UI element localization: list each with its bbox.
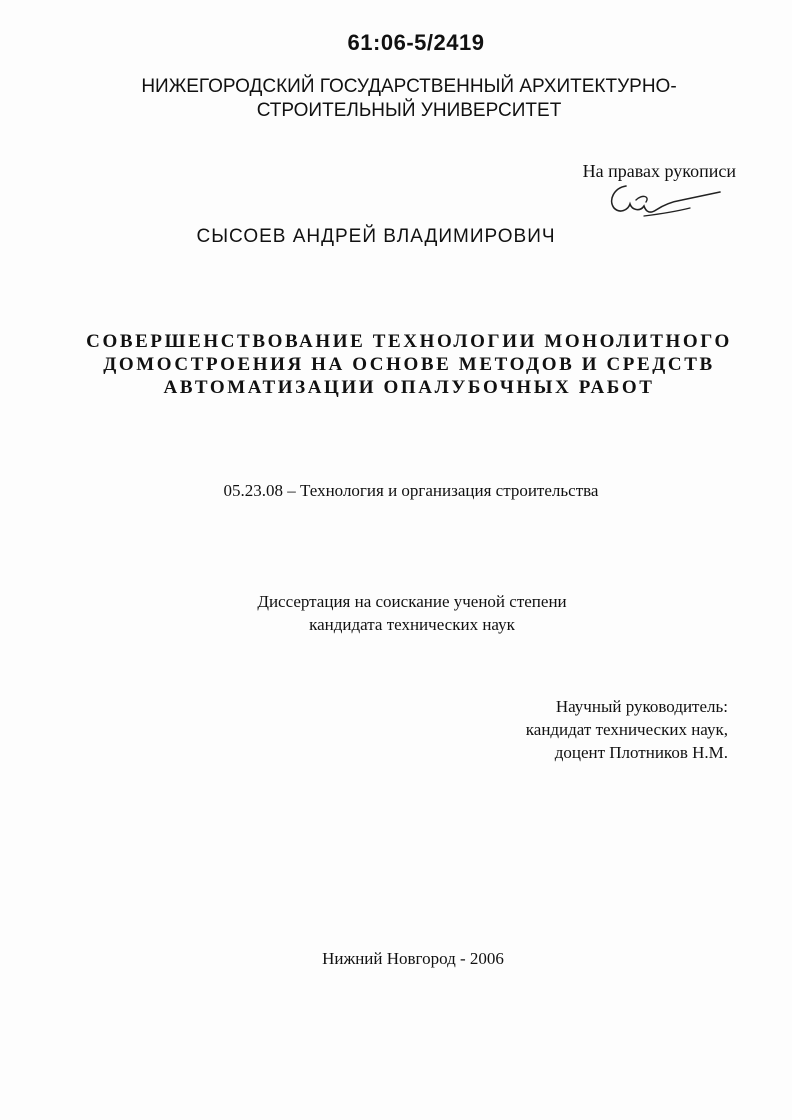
university-name	[0, 75, 792, 123]
signature-icon	[600, 180, 724, 228]
title-line-3: АВТОМАТИЗАЦИИ ОПАЛУБОЧНЫХ РАБОТ	[163, 377, 655, 398]
title-line-2: ДОМОСТРОЕНИЯ НА ОСНОВЕ МЕТОДОВ И СРЕДСТВ	[103, 354, 715, 375]
place-and-year: Нижний Новгород - 2006	[322, 949, 504, 968]
university-line-1: НИЖЕГОРОДСКИЙ ГОСУДАРСТВЕННЫЙ АРХИТЕКТУРНО-	[141, 76, 677, 97]
specialty-code: 05.23.08 – Технология и организация строительства	[223, 481, 599, 500]
title-line-1: СОВЕРШЕНСТВОВАНИЕ ТЕХНОЛОГИИ МОНОЛИТНОГО	[86, 331, 732, 352]
dissertation-title	[0, 330, 792, 399]
degree-line-1: Диссертация на соискание ученой степени	[257, 592, 567, 611]
author-name: СЫСОЕВ АНДРЕЙ ВЛАДИМИРОВИЧ	[196, 226, 556, 247]
university-line-2: СТРОИТЕЛЬНЫЙ УНИВЕРСИТЕТ	[256, 100, 562, 121]
manuscript-rights-note: На правах рукописи	[582, 161, 736, 181]
supervisor-line-3: доцент Плотников Н.М.	[554, 743, 728, 762]
scientific-supervisor	[526, 695, 728, 764]
supervisor-line-1: Научный руководитель:	[555, 697, 728, 716]
degree-line-2: кандидата технических наук	[309, 615, 515, 634]
supervisor-line-2: кандидат технических наук,	[525, 720, 728, 739]
degree-statement	[0, 590, 792, 636]
document-code: 61:06-5/2419	[347, 30, 485, 55]
